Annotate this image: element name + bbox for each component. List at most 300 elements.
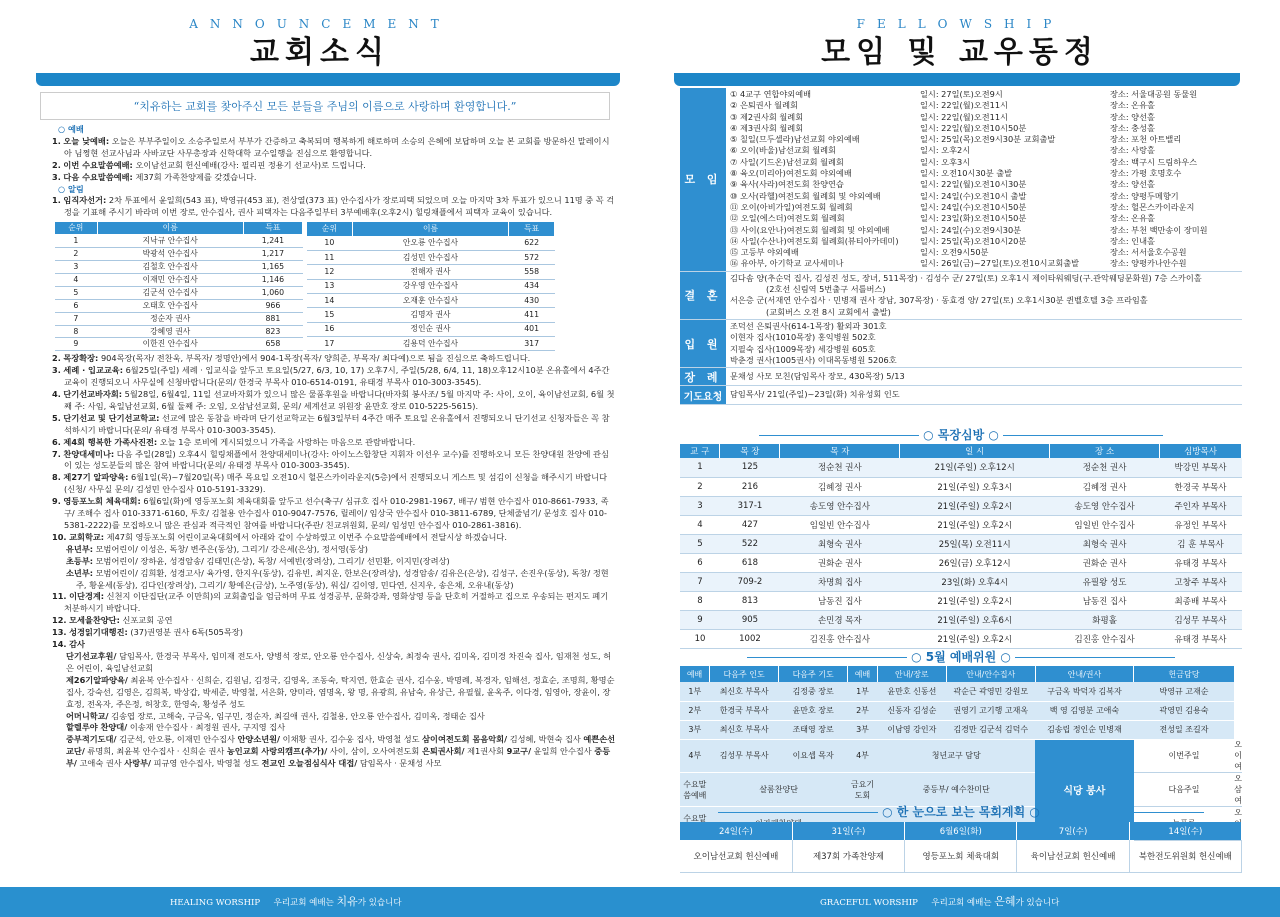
vote-cell: 1,165 (243, 260, 302, 273)
meal-label: 식당 봉사 (1035, 739, 1134, 841)
meal-day: 이번주일 (1134, 739, 1235, 773)
fellowship-eng-title: FELLOWSHIP (856, 17, 1064, 31)
item-text: 오이남선교회 헌신예배(강사: 필리핀 정용기 선교사)로 드립니다. (135, 159, 366, 170)
thanks-head: 삼이여전도회 몸음악회/ (422, 734, 508, 745)
thanks-head: 단기선교후원/ (66, 650, 117, 661)
visit-cell: 7 (680, 572, 720, 591)
vote-cell: 15 (307, 308, 353, 322)
meeting-place: 장소: 양선홀 (1110, 179, 1155, 190)
school-award-line (66, 544, 616, 556)
worship-cell: 살롬찬양단 (710, 773, 848, 807)
vote-cell: 13 (307, 279, 353, 293)
thanks-entry (66, 711, 485, 721)
visit-cell: 유필왕 성도 (1050, 572, 1160, 591)
meeting-place: 장소: 서서울호수공원 (1110, 247, 1187, 258)
meetings-list (726, 88, 1242, 271)
meeting-time: 일시: 오전9시50분 (920, 247, 989, 258)
vote-row (55, 273, 303, 286)
worship-cell: 2부 (680, 701, 710, 720)
school-dept: 소년부: (66, 567, 94, 578)
worship-cell: 1부 (680, 682, 710, 701)
item-number: 3. (52, 365, 61, 376)
item-head: 모세율찬양단: (69, 615, 120, 626)
worship-title: ○ 5월 예배위원 ○ (911, 650, 1011, 664)
visit-cell: 5 (680, 534, 720, 553)
worship-cell: 권영기 고기행 고재옥 (946, 701, 1035, 720)
vote-cell: 3 (55, 260, 98, 273)
visit-cell: 8 (680, 591, 720, 610)
visit-cell: 905 (720, 610, 780, 629)
plan-date: 7일(수) (1017, 822, 1129, 840)
school-award-line (66, 556, 616, 568)
meeting-row (730, 168, 1238, 179)
vote-header-row (307, 222, 555, 236)
worship-row (680, 720, 1242, 739)
visit-cell: 21일(주일) 오후3시 (900, 477, 1050, 496)
meal-group: 오 (1234, 807, 1242, 841)
hospital-line: 이현자 집사(1010목장) 홍익병원 502호 (730, 332, 876, 343)
worship-row (680, 701, 1242, 720)
vote-cell: 1 (55, 235, 98, 248)
item-number: 14. (52, 639, 67, 650)
item-text: 제47회 영등포노회 어린이교육대회에서 아래와 같이 수상하였고 이번주 수요말씀예배에서 전달시상 하겠습니다. (106, 531, 507, 542)
vote-row (307, 265, 555, 279)
vote-cell: 558 (509, 265, 555, 279)
vote-cell: 16 (307, 322, 353, 336)
meeting-name: ⑧ 육오(미리아)여전도회 야외예배 (730, 168, 852, 179)
vote-cell: 오재훈 안수집사 (352, 293, 509, 307)
thanks-head: 제26기알파양육/ (66, 674, 128, 685)
announcement-item (52, 437, 616, 449)
meeting-time: 일시: 22일(월)오전11시 (920, 100, 1008, 111)
thanks-text: 사이, 삼이, 오사여전도회 (329, 746, 420, 757)
item-head: 이단경계: (69, 591, 105, 602)
meeting-place: 장소: 온유홀 (1110, 100, 1155, 111)
thanks-entry (422, 746, 504, 756)
vote-cell: 이한진 안수집사 (97, 338, 243, 351)
footer-big: 은혜 (994, 895, 1016, 908)
visit-header-row (680, 444, 1242, 458)
footer-big: 치유 (336, 895, 358, 908)
vote-row (55, 260, 303, 273)
item-number: 7. (52, 448, 61, 459)
worship-header-cell: 안내/안수집사 (946, 666, 1035, 682)
visit-header-cell: 일 시 (900, 444, 1050, 458)
meeting-row (730, 157, 1238, 168)
hospital-label: 입 원 (680, 320, 726, 367)
item-text: 6월1일(목)~7월20일(목) 매주 목요일 오전10시 헐몬스카이라운지(5층)에서 진행되오니 게스트 및 섬김이 신청을 해주시기 바랍니다(신청/ 사무실 문의/ 김성민 안수집사 010-5191-3329). (64, 472, 607, 495)
meeting-name: ⑦ 사일(기드온)남선교회 월례회 (730, 156, 844, 167)
visit-cell: 427 (720, 515, 780, 534)
worship-cell: 전성일 조길자 (1134, 720, 1235, 739)
wedding-line: (2호선 신림역 5번출구 서틀버스) (766, 284, 886, 295)
fellowship-block (680, 88, 1242, 405)
thanks-head: 농인교회 사랑의캠프(추가)/ (226, 746, 328, 757)
vote-cell: 434 (509, 279, 555, 293)
meal-group: 오이여 (1234, 740, 1242, 771)
worship-header-cell: 예배 (680, 666, 710, 682)
item-head: 임직자선거: (63, 195, 107, 206)
meetings-row (680, 88, 1242, 272)
meeting-name: ⑮ 고등부 야외예배 (730, 247, 799, 258)
visit-row (680, 496, 1242, 515)
right-footer (640, 887, 1280, 917)
vote-cell: 10 (307, 236, 353, 250)
plan-title-wrap (680, 803, 1242, 820)
visit-cell: 최종배 부목사 (1160, 591, 1242, 610)
vote-row (307, 236, 555, 250)
meeting-time: 일시: 25일(목)오전10시20분 (920, 235, 1027, 246)
meeting-place: 장소: 사랑홀 (1110, 145, 1155, 156)
worship-cell: 곽영민 김용숙 (1134, 701, 1235, 720)
visit-cell: 522 (720, 534, 780, 553)
meeting-time: 일시: 22일(월)오전10시30분 (920, 179, 1027, 190)
vote-cell: 김군석 안수집사 (97, 286, 243, 299)
visit-row (680, 534, 1242, 553)
vote-header-cell: 득표 (509, 222, 555, 236)
visit-cell: 권화순 권사 (780, 553, 900, 572)
visit-cell: 1002 (720, 629, 780, 648)
visit-cell: 6 (680, 553, 720, 572)
meeting-time: 일시: 오후2시 (920, 145, 971, 156)
thanks-head: 예쁜손선교단/ (66, 734, 616, 757)
meeting-row (730, 145, 1238, 156)
worship-cell: 이요셉 목자 (779, 739, 848, 773)
vote-row (307, 293, 555, 307)
worship-cell: 김송립 정인순 민병재 (1035, 720, 1134, 739)
thanks-text: 김성혜, 박현숙 집사 (509, 734, 581, 745)
item-text: 904목장(목자/ 전찬욱, 부목자/ 정명안)에서 904-1목장(목자/ 양희준, 부목자/ 최다예)으로 됨을 진심으로 축하드립니다. (100, 353, 531, 364)
vote-cell: 1,060 (243, 286, 302, 299)
item-number: 11. (52, 591, 67, 602)
divider (1015, 657, 1175, 658)
worship-cell: 4부 (848, 739, 878, 773)
prayer-row (680, 386, 1242, 404)
worship-row (680, 773, 1242, 807)
worship-cell: 이남영 강인자 (877, 720, 946, 739)
worship-header-cell: 안내/권사 (1035, 666, 1134, 682)
item-head: 영등포노회 체육대회: (63, 496, 141, 507)
worship-cell: 3부 (848, 720, 878, 739)
thanks-text: 고애숙 권사 (79, 758, 122, 769)
meeting-name: ⑫ 오일(에스더)여전도회 월례회 (730, 213, 845, 224)
thanks-head: 중부적기도대/ (66, 734, 117, 745)
title-bar-right (674, 73, 1240, 86)
worship-row (680, 739, 1242, 773)
visit-cell: 김혜정 권사 (1050, 477, 1160, 496)
meeting-name: ③ 제2권사회 월례회 (730, 111, 804, 122)
thanks-entry (262, 758, 442, 768)
item-text: 5월28일, 6월4일, 11일 선교바자회가 있으니 많은 물품후원을 바랍니다(바자회 봉사조/ 5월 마지막 주: 사이, 오이, 육이남선교회, 6월 첫째 주: 사임, 육일남선교회, 6월 둘째 주: 오임, 오삼남선교회, 문의/ 세계선교 위원장 윤만호 장로 010-5225-5615). (64, 389, 615, 411)
meeting-place: 장소: 양평두메향기 (1110, 190, 1179, 201)
meeting-name: ④ 제3권사회 월례회 (730, 122, 804, 133)
vote-cell: 430 (509, 293, 555, 307)
visit-row (680, 591, 1242, 610)
item-text: 선교에 많은 동참을 바라며 단기선교학교는 6월3일부터 4주간 매주 토요일 온유홀에서 진행되오니 단기선교 신청자들은 꼭 참석하시기 바랍니다(문의/ 유태경 부목사 010-3003-3545). (64, 412, 610, 435)
divider (1044, 812, 1204, 813)
plan-event: 영등포노회 체육대회 (905, 840, 1017, 872)
item-head: 오늘 낮예배: (63, 135, 110, 146)
meeting-row (730, 225, 1238, 236)
visit-cell: 최형숙 권사 (1050, 534, 1160, 553)
meeting-row (730, 89, 1238, 100)
meeting-time: 일시: 23일(화)오전10시50분 (920, 213, 1027, 224)
thanks-text: 최윤복 안수집사 · 신희순, 김원님, 김정국, 김영옥, 조동숙, 탁지연, 한효순 권사, 김수웅, 박명례, 복경자, 임해선, 정효순, 조명희, 황명순 집사, 강숙선, 김영은, 김희복, 박상갑, 박세준, 박영철, 서은화, 양미라, 염명옥, 왕 명, 유광희, 유남숙, 유상근, 유필월, 윤옥주, 이다경, 임영아, 장윤이, 장효정, 전옥자, 주은정, 허창호, 한영숙, 황성주 성도 (66, 674, 615, 709)
footer-eng: HEALING WORSHIP (170, 898, 261, 908)
meeting-time: 일시: 26일(금)~27일(토)오전10시교회출발 (920, 258, 1080, 269)
item-number: 4. (52, 389, 61, 400)
thanks-entry (66, 734, 235, 744)
thanks-entry (422, 734, 581, 744)
vote-cell: 401 (509, 322, 555, 336)
meeting-time: 일시: 22일(월)오전10시50분 (920, 122, 1027, 133)
vote-cell: 1,217 (243, 248, 302, 261)
vote-cell: 622 (509, 236, 555, 250)
worship-cell: 수요말씀예배 (680, 773, 710, 807)
meeting-time: 일시: 24일(수)오전10시 출발 (920, 190, 1027, 201)
meeting-row (730, 191, 1238, 202)
visit-cell: 10 (680, 629, 720, 648)
vote-tables (54, 221, 616, 351)
thanks-head: 사랑부/ (124, 758, 151, 769)
visit-row (680, 629, 1242, 648)
visit-cell: 유태경 부목사 (1160, 553, 1242, 572)
plan-event: 육이남선교회 헌신예배 (1017, 840, 1129, 872)
item-number: 10. (52, 531, 67, 542)
item-text: 6월25일(주일) 세례 · 입교식을 앞두고 토요일(5/27, 6/3, 10, 17) 오후7시, 주일(5/28, 6/4, 11, 18)오후12시10분 온유홀에서 4주간 교육이 진행되오니 사무실에 신청바랍니다(문의/ 한경국 부목사 010-6514-0191, 유태경 부목사 010-3003-3545). (64, 365, 610, 388)
school-text: 모범어린이/ 김희환, 성경고사/ 육가영, 한지우(동상), 김유빈, 최지운, 한보은(장려상), 성경암송/ 김유은(은상), 김성구, 손진우(동상), 독창/ 정현주, 황윤세(동상), 김다인(장려상), 그리기/ 황예은(금상), 노주영(동상), 워십/ 김이영, 민다연, 신지우, 송은채, 오유내(동상) (76, 567, 609, 590)
vote-row (55, 248, 303, 261)
visit-row (680, 458, 1242, 477)
vote-cell: 정순자 권사 (97, 312, 243, 325)
meeting-time: 일시: 오전10시30분 출발 (920, 168, 1013, 179)
item-number: 2. (52, 159, 61, 170)
plan-title: ○ 한 눈으로 보는 목회계획 ○ (882, 805, 1040, 819)
item-head: 제4회 행복한 가족사진전: (63, 436, 158, 447)
vote-cell: 김용덕 안수집사 (352, 336, 509, 350)
meeting-row (730, 100, 1238, 111)
announcement-item (52, 195, 616, 219)
plan-event: 제37회 가족찬양제 (792, 840, 904, 872)
visit-cell: 216 (720, 477, 780, 496)
vote-cell: 정인순 권사 (352, 322, 509, 336)
worship-cell: 백 영 김영분 고애숙 (1035, 701, 1134, 720)
meeting-place: 장소: 백구시 드림하우스 (1110, 156, 1198, 167)
visit-cell: 권화순 권사 (1050, 553, 1160, 572)
visit-cell: 최형숙 권사 (780, 534, 900, 553)
announcement-item (52, 353, 616, 365)
vote-cell: 4 (55, 273, 98, 286)
thanks-text: 이송재 안수집사 · 최정원 권사, 구지영 집사 (129, 722, 286, 733)
item-text: 오늘은 부부주일이오 소승주일로서 부부가 간증하고 축복되며 행복하게 해로하며 소승의 은혜에 보답하며 오늘 본 교회를 방문하신 말레이시아 님쩡현 선교사님과 사바교단 사무총장과 신학대학 교수일행을 진심으로 환영합니다. (64, 135, 610, 158)
funeral-text: 문채성 사모 모친(담임목사 장모, 430목장) 5/13 (730, 371, 905, 382)
divider (759, 435, 919, 436)
announcement-item (52, 639, 616, 651)
visit-row (680, 515, 1242, 534)
thanks-entry (66, 722, 285, 732)
announcement-item (52, 389, 616, 413)
thanks-text: 류명희, 최윤복 안수집사 · 신희순 권사 (87, 746, 225, 757)
meeting-row (730, 134, 1238, 145)
vote-cell: 박광석 안수집사 (97, 248, 243, 261)
item-head: 이번 수요말씀예배: (63, 159, 133, 170)
hospital-line: 박춘경 권사(1005권사) 이대목동병원 5206호 (730, 354, 897, 365)
visit-cell: 26일(금) 오후12시 (900, 553, 1050, 572)
thanks-list (52, 651, 616, 770)
vote-cell: 6 (55, 299, 98, 312)
worship-cell: 청년교구 담당 (877, 739, 1035, 773)
wedding-line: 서은층 군(서재연 안수집사 · 민병재 권사 장남, 307목장) · 동효경 양/ 27일(토) 오후1시30분 퀸벨호텔 3층 프라임홀 (730, 295, 1148, 306)
visit-header-cell: 교 구 (680, 444, 720, 458)
left-footer (0, 887, 640, 917)
prayer-label: 기도요청 (680, 386, 726, 403)
vote-cell: 이재민 안수집사 (97, 273, 243, 286)
worship-cell: 수요말 (680, 807, 710, 841)
visit-row (680, 553, 1242, 572)
meeting-place: 장소: 가평 호명호수 (1110, 168, 1182, 179)
worship-cell: 최신호 부목사 (710, 682, 779, 701)
announcement-item (52, 449, 616, 473)
vote-header-cell: 순위 (307, 222, 353, 236)
visit-header-cell: 목 장 (720, 444, 780, 458)
meeting-time: 일시: 24일(수)오전10시50분 (920, 201, 1027, 212)
item-number: 13. (52, 627, 67, 638)
item-number: 1. (52, 135, 61, 146)
meeting-place: 장소: 인내홀 (1110, 235, 1155, 246)
thanks-text: 김군석, 안오룡, 이재민 안수집사 (119, 734, 235, 745)
worship-cell: 김경만 김군석 김덕수 (946, 720, 1035, 739)
vote-cell: 오태호 안수집사 (97, 299, 243, 312)
visit-cell: 고창주 부목사 (1160, 572, 1242, 591)
item-number: 9. (52, 496, 61, 507)
thanks-head: 중등부/ (66, 746, 611, 769)
worship-cell: 조태영 장로 (779, 720, 848, 739)
vote-row (55, 299, 303, 312)
plan-event: 오이남선교회 헌신예배 (680, 840, 792, 872)
item-text: 제37회 가족찬양제를 갖겠습니다. (135, 171, 257, 182)
worship-cell: 한경국 부목사 (710, 701, 779, 720)
visit-cell: 남동진 집사 (1050, 591, 1160, 610)
visit-cell: 유태경 부목사 (1160, 629, 1242, 648)
worship-cell: 윤만호 장로 (779, 701, 848, 720)
visit-cell: 23일(화) 오후4시 (900, 572, 1050, 591)
footer-post: 가 있습니다 (1015, 898, 1060, 908)
announcement-item (52, 160, 616, 172)
worship-cell: 곽순근 곽영민 강원모 (946, 682, 1035, 701)
hospital-line: 조덕선 은퇴권사(614-1목장) 활외과 301호 (730, 320, 887, 331)
worship-header-cell: 다음주 인도 (710, 666, 779, 682)
vote-cell: 1,241 (243, 235, 302, 248)
visit-cell: 한경국 부목사 (1160, 477, 1242, 496)
visit-cell: 21일(주일) 오후12시 (900, 458, 1050, 477)
item-number: 5. (52, 412, 61, 423)
meeting-row (730, 112, 1238, 123)
visit-cell: 화평홀 (1050, 610, 1160, 629)
visit-cell: 박강민 부목사 (1160, 458, 1242, 477)
vote-cell: 김성민 안수집사 (352, 250, 509, 264)
vote-cell: 17 (307, 336, 353, 350)
meeting-name: ⑭ 사일(수산나)여전도회 월례회(뷰티아카데미) (730, 235, 899, 246)
visit-cell: 125 (720, 458, 780, 477)
school-dept: 유년부: (66, 543, 94, 554)
meeting-time: 일시: 25일(목)오전9시30분 교회출발 (920, 134, 1056, 145)
thanks-text: 제1권사회 (467, 746, 504, 757)
worship-cell: 김성무 부목사 (710, 739, 779, 773)
visit-row (680, 610, 1242, 629)
meeting-name: ⑯ 유아부, 아기학교 교사세미나 (730, 258, 844, 269)
worship-cell: 금요기도회 (848, 773, 878, 807)
worship-row (680, 682, 1242, 701)
meeting-name: ⑬ 사이(요안나)여전도회 월례회 및 야외예배 (730, 224, 890, 235)
vote-cell: 김명자 권사 (352, 308, 509, 322)
announcement-item (52, 615, 616, 627)
meeting-row (730, 202, 1238, 213)
vote-row (55, 235, 303, 248)
visit-header-cell: 장 소 (1050, 444, 1160, 458)
footer-eng: GRACEFUL WORSHIP (820, 898, 918, 908)
worship-cell: 구금옥 박덕자 김복자 (1035, 682, 1134, 701)
thanks-head: 할렐루야 찬양대/ (66, 722, 128, 733)
visit-cell: 813 (720, 591, 780, 610)
meeting-name: ① 4교구 연합야외예배 (730, 89, 812, 99)
visit-cell: 618 (720, 553, 780, 572)
item-head: 다음 수요말씀예배: (63, 171, 133, 182)
vote-cell: 572 (509, 250, 555, 264)
item-text: 신포교회 공연 (122, 615, 173, 626)
plan-event: 북한전도위원회 헌신예배 (1129, 840, 1241, 872)
plan-date: 31일(수) (792, 822, 904, 840)
visit-cell: 차명희 집사 (780, 572, 900, 591)
visit-cell: 남동진 집사 (780, 591, 900, 610)
wedding-row (680, 272, 1242, 320)
worship-header-cell: 예배 (848, 666, 878, 682)
worship-title-wrap (680, 648, 1242, 665)
school-awards (52, 544, 616, 592)
vote-table-left (54, 221, 303, 351)
visit-cell: 21일(주일) 오후2시 (900, 515, 1050, 534)
visit-header-cell: 심방목사 (1160, 444, 1242, 458)
thanks-entry (66, 651, 611, 673)
meeting-place: 장소: 양평카나안수원 (1110, 258, 1187, 269)
thanks-head: 은퇴권사회/ (421, 746, 465, 757)
fellowship-title: 모임 및 교우동정 (821, 35, 1099, 70)
visit-cell: 유정인 부목사 (1160, 515, 1242, 534)
meal-day: 다음주일 (1134, 773, 1235, 807)
prayer-text: 담임목사/ 21일(주일)~23일(화) 치유성회 인도 (730, 389, 900, 400)
divider (747, 657, 907, 658)
item-head: 성경읽기대행진: (69, 627, 128, 638)
item-text: 2차 투표에서 윤일희(543 표), 박영규(453 표), 전상열(373 표) 안수집사가 장로피택 되었으며 오늘 마지막 3차 투표가 있으니 11명 중 꼭 걱정을 기표해 주시기 바라며 이번 장로, 안수집사, 권사 피택자는 다음주일부터 3부예배후(오후2시) 힐링채플에서 피택자 교육이 있습니다. (64, 195, 615, 218)
footer-pre: 우리교회 예배는 (931, 898, 992, 908)
meal-group: 오삼여 (1234, 774, 1242, 805)
meeting-row (730, 179, 1238, 190)
meeting-name: ⑪ 오이(아비가일)여전도회 월례회 (730, 201, 853, 212)
meeting-place: 장소: 부천 백만송이 장미원 (1110, 224, 1208, 235)
visit-cell: 21일(주일) 오후6시 (900, 610, 1050, 629)
vote-cell: 지낙규 안수집사 (97, 235, 243, 248)
plan-date: 14일(수) (1129, 822, 1241, 840)
visit-cell: 정순천 권사 (780, 458, 900, 477)
meeting-row (730, 247, 1238, 258)
meeting-place: 장소: 충성홀 (1110, 122, 1155, 133)
meeting-place: 장소: 서울대공원 동물원 (1110, 89, 1198, 99)
vote-cell: 2 (55, 248, 98, 261)
announcement-title: 교회소식 (250, 35, 390, 70)
thanks-text: 윤일희 안수집사 (533, 746, 592, 757)
visit-cell: 2 (680, 477, 720, 496)
item-head: 찬양대세미나: (63, 448, 115, 459)
meeting-row (730, 213, 1238, 224)
